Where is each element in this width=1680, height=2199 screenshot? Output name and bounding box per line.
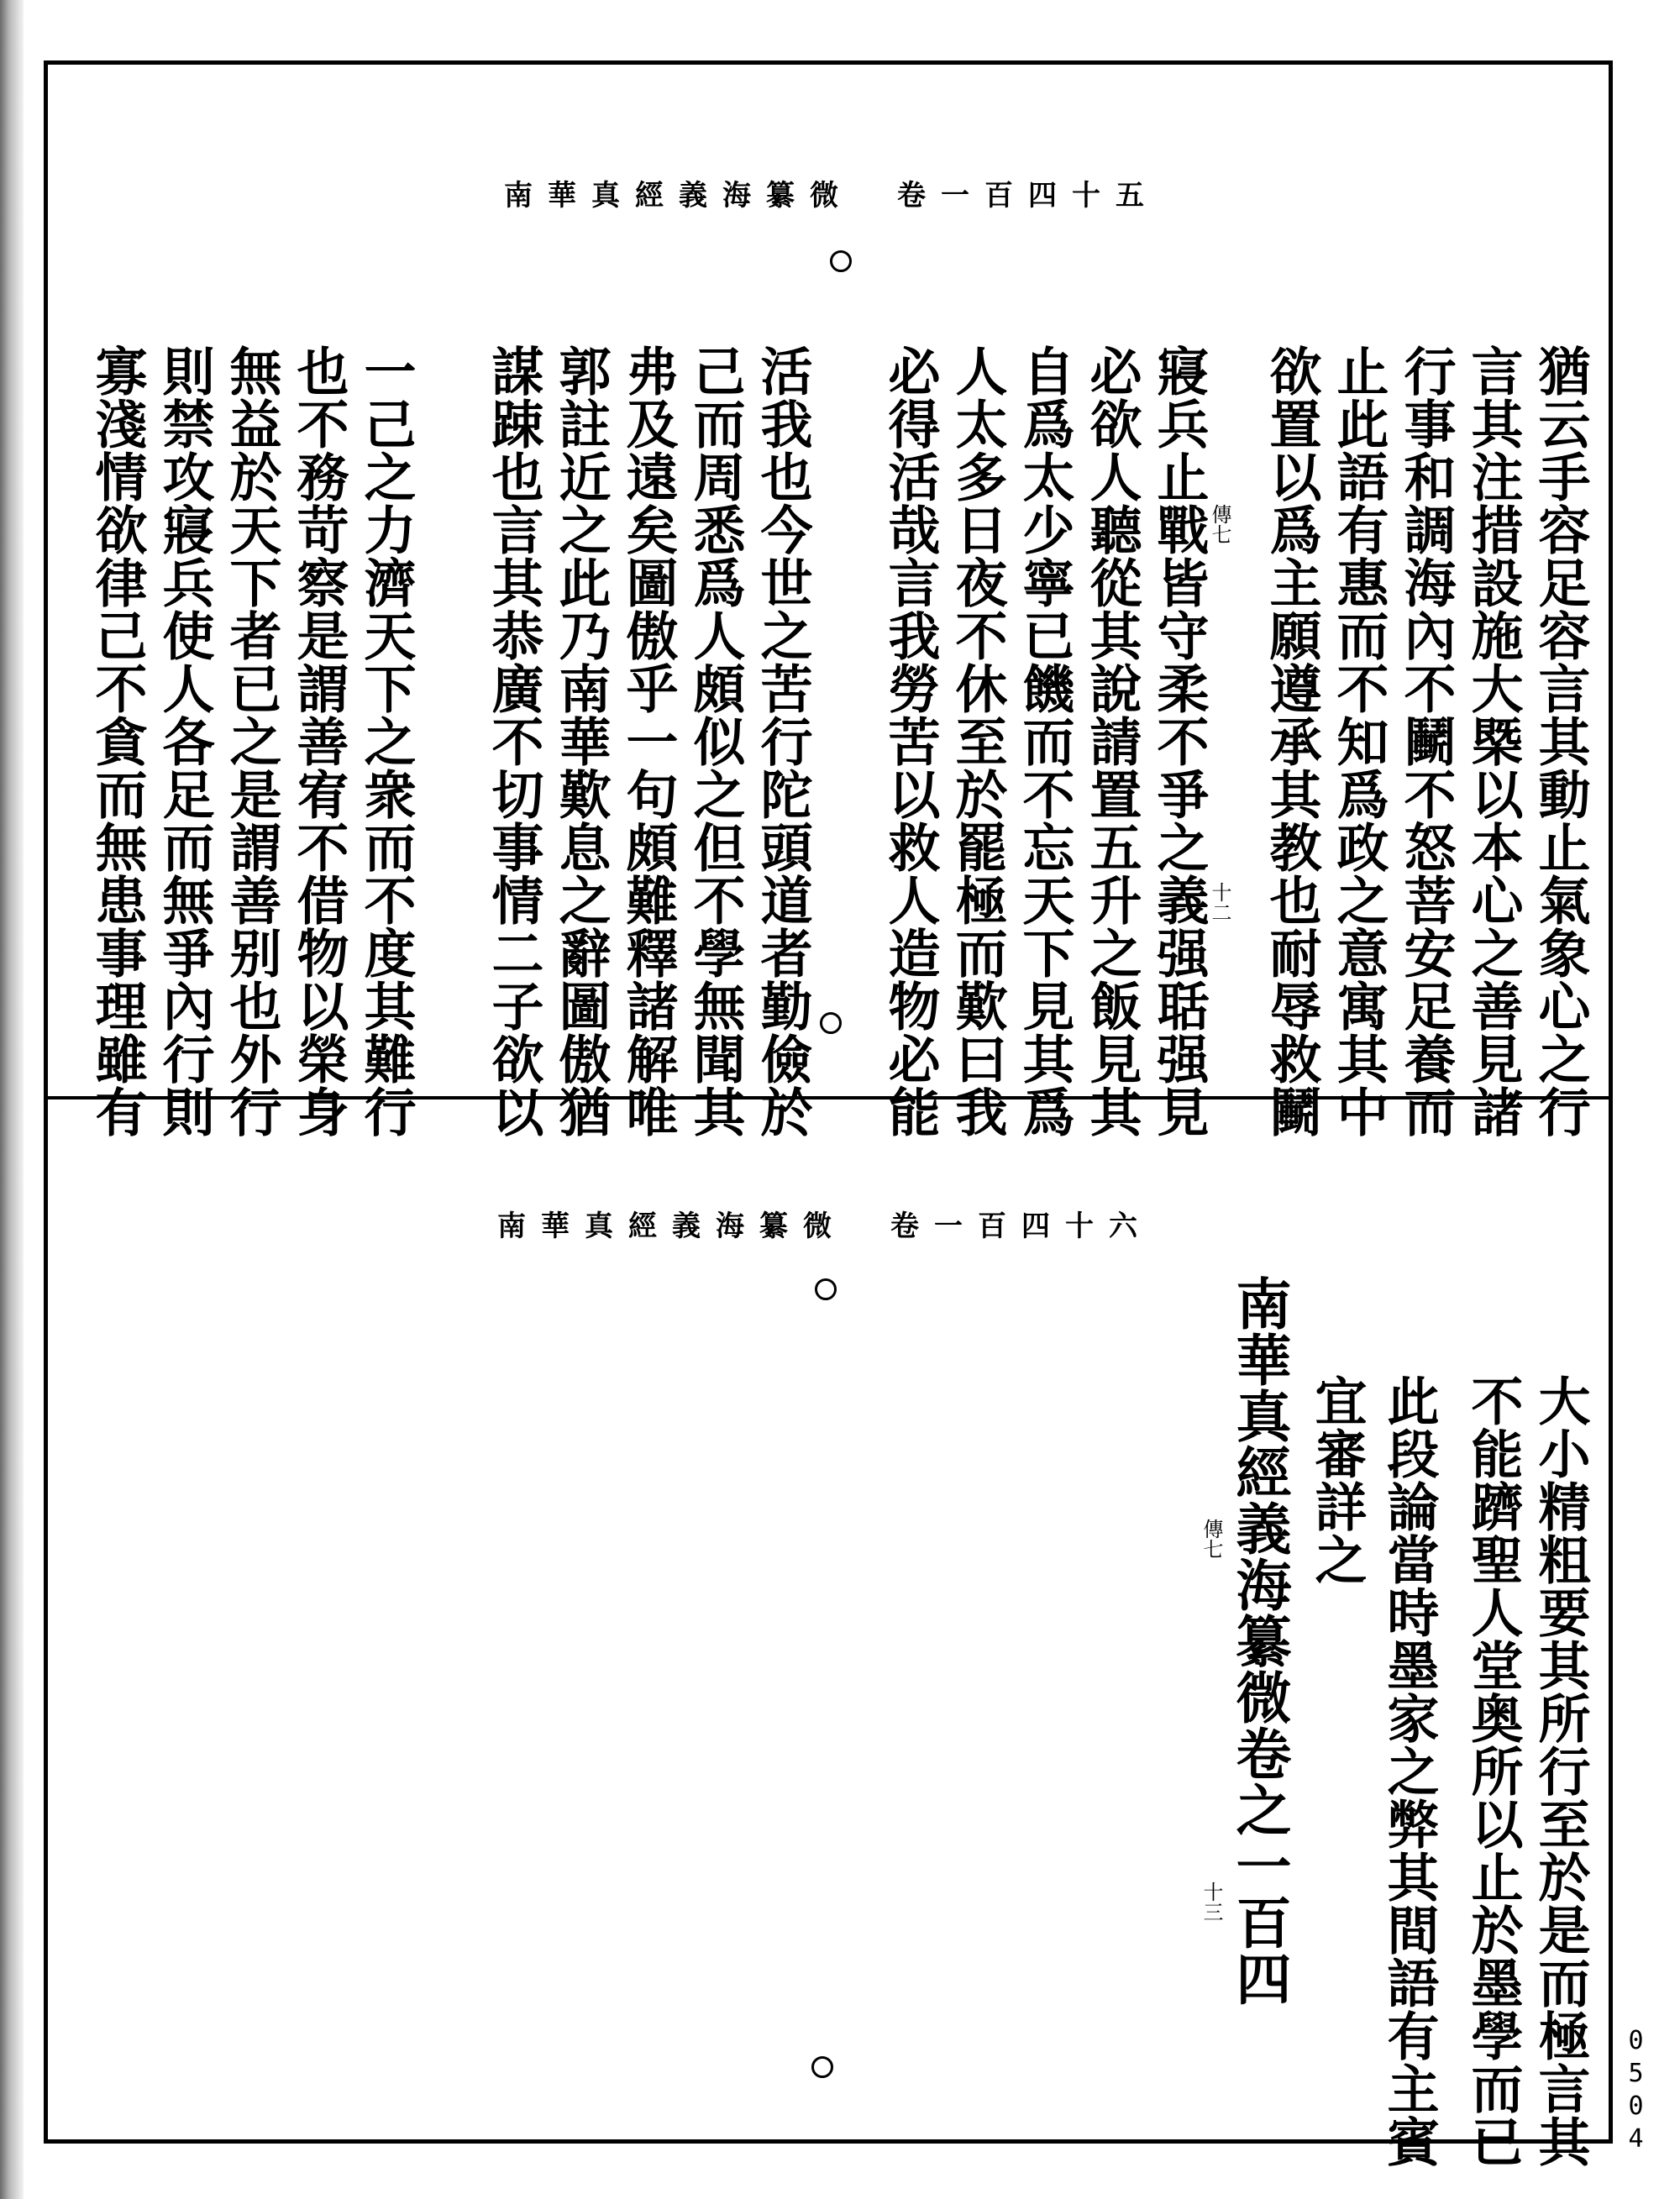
top-text-column: 弗及遠矣圖傲乎一句頗難釋諸解唯 xyxy=(617,344,679,1138)
top-text-column: 言其注措設施大槩以本心之善見諸 xyxy=(1462,344,1524,1138)
top-text-column: 己而周悉爲人頗似之但不學無聞其 xyxy=(685,344,746,1138)
top-text-column: 欲置以爲主願遵承其教也耐辱救鬭 xyxy=(1261,344,1322,1138)
top-text-column: 謀踈也言其恭廣不切事情二子欲以 xyxy=(483,344,544,1138)
top-text-column: 一己之力濟天下之衆而不度其難行 xyxy=(355,344,417,1138)
top-page-header: 南華真經義海纂微 卷一百四十五 xyxy=(504,179,1159,213)
top-text-column: 猶云手容足容言其動止氣象心之行 xyxy=(1530,344,1591,1138)
top-text-column: 自爲太少寧已饑而不忘天下見其爲 xyxy=(1014,344,1075,1138)
top-margin-note: 傳七 xyxy=(1208,504,1231,544)
scan-shadow xyxy=(0,0,24,2199)
top-binding-hole-icon xyxy=(830,250,852,272)
top-text-column: 也不務苛察是謂善宥不借物以榮身 xyxy=(288,344,349,1138)
book-end-title: 南華真經義海纂微卷之一百四 xyxy=(1226,1275,1292,2007)
bottom-text-column: 宜審詳之 xyxy=(1306,1374,1368,1586)
page-number: 0504 xyxy=(1621,2026,1651,2157)
bottom-binding-hole-icon xyxy=(815,1278,837,1300)
top-text-column: 止此語有惠而不知爲政之意寓其中 xyxy=(1328,344,1389,1138)
bottom-text-column: 不能躋聖人堂奥所以止於墨學而已 xyxy=(1462,1374,1524,2168)
bottom-column-mark-icon xyxy=(811,2056,833,2078)
top-margin-note: 十二 xyxy=(1208,882,1231,922)
top-text-column: 無益於天下者已之是謂善别也外行 xyxy=(221,344,282,1138)
bottom-text-column: 此段論當時墨家之弊其間語有主賓 xyxy=(1378,1374,1440,2168)
bottom-margin-note: 傳七 xyxy=(1200,1519,1223,1559)
top-text-column: 必得活哉言我勞苦以救人造物必能 xyxy=(879,344,941,1138)
top-text-column: 人太多日夜不休至於罷極而歎曰我 xyxy=(947,344,1008,1138)
top-text-column: 寢兵止戰皆守柔不爭之義强聒强見 xyxy=(1148,344,1210,1138)
bottom-text-column: 大小精粗要其所行至於是而極言其 xyxy=(1530,1374,1591,2168)
top-text-column: 必欲人聽從其說請置五升之飯見其 xyxy=(1081,344,1142,1138)
top-text-column: 活我也今世之苦行陀頭道者勤儉於 xyxy=(752,344,813,1138)
top-text-column: 郭註近之此乃南華歎息之辭圖傲猶 xyxy=(550,344,612,1138)
top-column-mark-icon xyxy=(820,1012,842,1034)
top-text-column: 寡淺情欲律己不貪而無患事理雖有 xyxy=(87,344,148,1138)
bottom-page-header: 南華真經義海纂微 卷一百四十六 xyxy=(497,1210,1152,1243)
top-text-column: 則禁攻寢兵使人各足而無爭內行則 xyxy=(154,344,215,1138)
top-text-column: 行事和調海內不鬭不怒菩安足養而 xyxy=(1395,344,1457,1138)
bottom-margin-note: 十三 xyxy=(1200,1881,1223,1922)
